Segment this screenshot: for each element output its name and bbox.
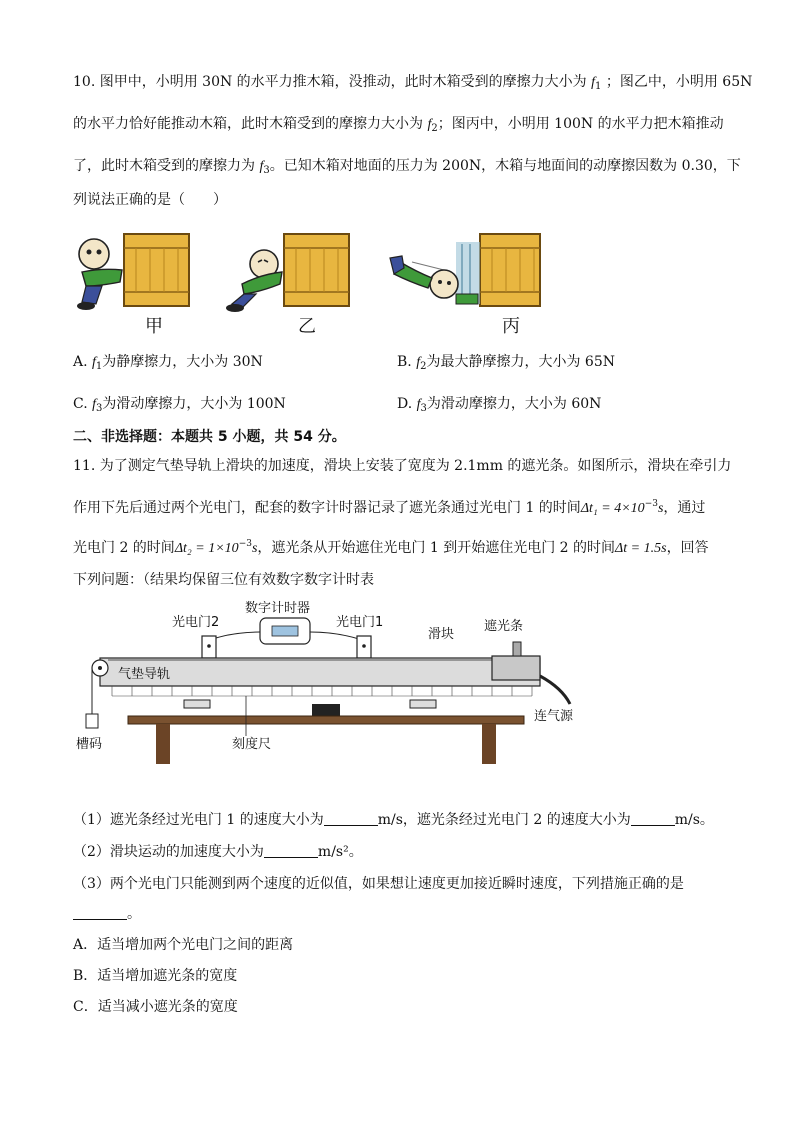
dt2-unit: s	[251, 541, 258, 556]
option-b-text: 为最大静摩擦力，大小为 65N	[426, 354, 615, 370]
dt-unit: s	[661, 541, 667, 556]
label-gate1: 光电门1	[336, 615, 384, 630]
option-b-subscript: 2	[420, 361, 427, 372]
sub1-text-b: m/s，遮光条经过光电门 2 的速度大小为	[377, 812, 631, 828]
option-b-prefix: B.	[397, 354, 412, 370]
push-box-illustrations	[72, 222, 542, 317]
label-air: 连气源	[534, 709, 574, 724]
f1-subscript: 1	[595, 81, 602, 92]
option-d-text: 为滑动摩擦力，大小为 60N	[426, 396, 602, 412]
q11-line-4: 下列问题：（结果均保留三位有效数字数字计时表	[73, 572, 374, 588]
option-b	[397, 352, 615, 377]
option-d-symbol: f	[416, 397, 421, 412]
ruler-ticks	[112, 686, 532, 696]
option-c	[73, 394, 286, 419]
figure-yi	[226, 234, 349, 312]
label-strip: 遮光条	[484, 619, 524, 634]
q11-line-1: 11. 为了测定气垫导轨上滑块的加速度，滑块上安装了宽度为 2.1mm 的遮光条。如图所示，滑块在牵引力	[73, 458, 732, 474]
section-heading: 二、非选择题：本题共 5 小题，共 54 分。	[73, 429, 346, 445]
label-timer: 数字计时器	[245, 601, 311, 616]
sub-question-3: （3）两个光电门只能测到两个速度的近似值，如果想让速度更加接近瞬时速度，下列措施正确的是	[73, 876, 684, 892]
sub2-text-b: m/s²。	[317, 844, 363, 860]
dt1-expression: Δt₁ = 4×10	[580, 501, 645, 516]
q10-line-1	[73, 72, 752, 97]
q10-text-3a: 了，此时木箱受到的摩擦力为	[73, 158, 255, 174]
f1-symbol: f	[591, 75, 596, 90]
option-b-symbol: f	[416, 355, 421, 370]
sub1-text-c: m/s。	[674, 812, 714, 828]
q11-line-3	[73, 534, 709, 559]
q10-line-4	[73, 190, 227, 210]
option-c-symbol: f	[92, 397, 97, 412]
dt2-exponent: −3	[238, 539, 252, 549]
f3-symbol: f	[259, 159, 264, 174]
choice-b: B．适当增加遮光条的宽度	[73, 968, 238, 984]
option-d-prefix: D.	[397, 396, 413, 412]
answer-blank-v2[interactable]	[631, 813, 675, 826]
q11-text-2b: ，通过	[663, 500, 706, 516]
option-d-subscript: 3	[420, 403, 427, 414]
q10-text-4: 列说法正确的是（ ）	[73, 192, 227, 208]
q10-text-2a: 的水平力恰好能推动木箱，此时木箱受到的摩擦力大小为	[73, 116, 423, 132]
option-c-subscript: 3	[96, 403, 103, 414]
q11-text-3b: ，遮光条从开始遮住光电门 1 到开始遮住光电门 2 的时间	[257, 540, 616, 556]
f3-subscript: 3	[263, 165, 270, 176]
dt-expression: Δt = 1.5	[615, 541, 662, 556]
q11-line-2	[73, 494, 705, 519]
q10-line-3	[73, 156, 741, 181]
choice-c: C．适当减小遮光条的宽度	[73, 999, 238, 1015]
q10-line-2	[73, 114, 724, 139]
choice-a: A．适当增加两个光电门之间的距离	[73, 937, 294, 953]
q11-text-3c: ，回答	[666, 540, 709, 556]
option-a	[73, 352, 263, 377]
q10-text-2b: ；图丙中，小明用 100N 的水平力把木箱推动	[437, 116, 724, 132]
q10-text-3b: 。已知木箱对地面的压力为 200N，木箱与地面间的动摩擦因数为 0.30，下	[269, 158, 741, 174]
caption-jia: 甲	[145, 316, 163, 337]
sub-question-2	[73, 842, 363, 862]
sub-question-1	[73, 810, 714, 830]
answer-blank-acceleration[interactable]	[264, 845, 318, 858]
dt1-unit: s	[657, 501, 664, 516]
air-track-diagram	[72, 596, 592, 768]
option-a-prefix: A.	[73, 354, 88, 370]
dt1-exponent: −3	[644, 499, 658, 509]
option-c-prefix: C.	[73, 396, 88, 412]
caption-yi: 乙	[298, 316, 316, 337]
sub2-text-a: （2）滑块运动的加速度大小为	[73, 844, 264, 860]
option-a-symbol: f	[92, 355, 96, 370]
q11-text-3a: 光电门 2 的时间	[73, 540, 175, 556]
dt2-expression: Δt₂ = 1×10	[174, 541, 239, 556]
label-track: 气垫导轨	[118, 667, 171, 682]
answer-blank-v1[interactable]	[324, 813, 378, 826]
label-ruler: 刻度尺	[232, 737, 272, 752]
q11-text-2a: 作用下先后通过两个光电门，配套的数字计时器记录了遮光条通过光电门 1 的时间	[73, 500, 581, 516]
label-gate2: 光电门2	[172, 615, 220, 630]
sub-question-3-answer	[73, 904, 141, 924]
f2-subscript: 2	[431, 123, 438, 134]
sub3-end: 。	[127, 906, 141, 922]
q10-text-1: 10. 图甲中，小明用 30N 的水平力推木箱，没推动，此时木箱受到的摩擦力大小为	[73, 74, 587, 90]
label-weight: 槽码	[76, 737, 103, 752]
answer-blank-choice[interactable]	[73, 907, 127, 920]
sub1-text-a: （1）遮光条经过光电门 1 的速度大小为	[73, 812, 324, 828]
f2-symbol: f	[427, 117, 432, 132]
option-d	[397, 394, 601, 419]
label-slider: 滑块	[428, 627, 455, 642]
caption-bing: 丙	[502, 316, 520, 337]
option-a-text: 为静摩擦力，大小为 30N	[102, 354, 263, 370]
q10-text-1-end: ；图乙中，小明用 65N	[605, 74, 753, 90]
option-c-text: 为滑动摩擦力，大小为 100N	[102, 396, 286, 412]
figure-jia	[77, 234, 189, 310]
option-a-subscript: 1	[95, 361, 103, 372]
figure-bing	[390, 234, 540, 306]
